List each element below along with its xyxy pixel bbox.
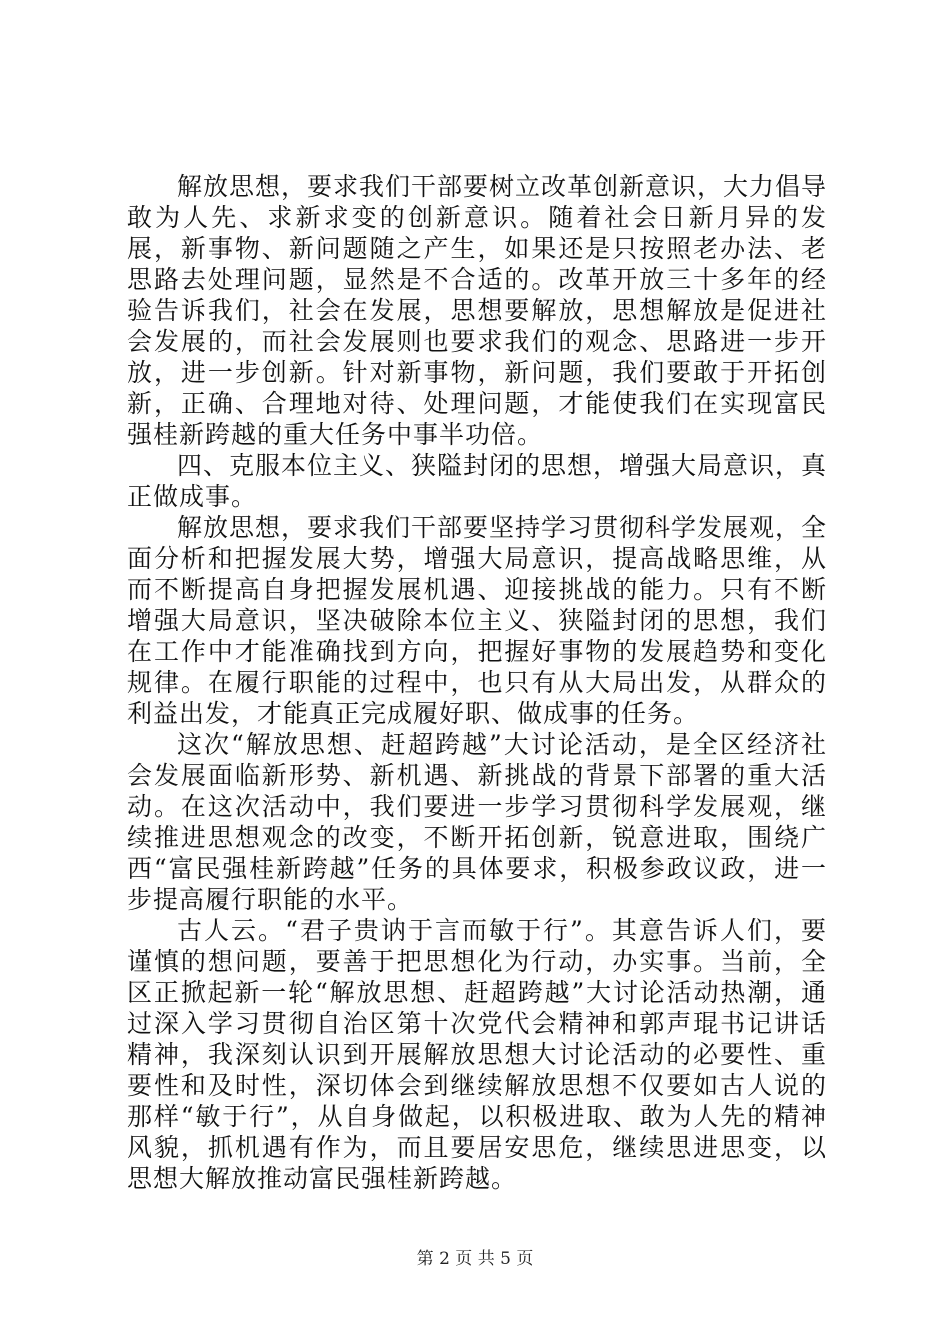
document-body <box>127 171 827 1194</box>
paragraph-overall-view: 解放思想，要求我们干部要坚持学习贯彻科学发展观，全面分析和把握发展大势，增强大局意识，提高战略思维，从而不断提高自身把握发展机遇、迎接挑战的能力。只有不断增强大局意识，坚决破除本位主义、狭隘封闭的思想，我们在工作中才能准确找到方向，把握好事物的发展趋势和变化规律。在履行职能的过程中，也只有从大局出发，从群众的利益出发，才能真正完成履好职、做成事的任务。 <box>127 513 828 728</box>
paragraph-innovation: 解放思想，要求我们干部要树立改革创新意识，大力倡导敢为人先、求新求变的创新意识。随着社会日新月异的发展，新事物、新问题随之产生，如果还是只按照老办法、老思路去处理问题，显然是不合适的。改革开放三十多年的经验告诉我们，社会在发展，思想要解放，思想解放是促进社会发展的，而社会发展则也要求我们的观念、思路进一步开放，进一步创新。针对新事物，新问题，我们要敢于开拓创新，正确、合理地对待、处理问题，才能使我们在实现富民强桂新跨越的重大任务中事半功倍。 <box>127 172 828 449</box>
paragraph-discussion-activity: 这次“解放思想、赶超跨越”大讨论活动，是全区经济社会发展面临新形势、新机遇、新挑战的背景下部署的重大活动。在这次活动中，我们要进一步学习贯彻科学发展观，继续推进思想观念的改变，不断开拓创新，锐意进取，围绕广西“富民强桂新跨越”任务的具体要求，积极参政议政，进一步提高履行职能的水平。 <box>127 730 827 914</box>
paragraph-ancients-saying: 古人云。“君子贵讷于言而敏于行”。其意告诉人们，要谨慎的想问题，要善于把思想化为行动，办实事。当前，全区正掀起新一轮“解放思想、赶超跨越”大讨论活动热潮，通过深入学习贯彻自治区第十次党代会精神和郭声琨书记讲话精神，我深刻认识到开展解放思想大讨论活动的必要性、重要性和及时性，深切体会到继续解放思想不仅要如古人说的那样“敏于行”，从自身做起，以积极进取、敢为人先的精神风貌，抓机遇有作为，而且要居安思危，继续思进思变，以思想大解放推动富民强桂新跨越。 <box>127 916 827 1193</box>
section-heading-four: 四、克服本位主义、狭隘封闭的思想，增强大局意识，真正做成事。 <box>127 451 828 511</box>
page-number-footer: 第 2 页 共 5 页 <box>416 1249 534 1269</box>
